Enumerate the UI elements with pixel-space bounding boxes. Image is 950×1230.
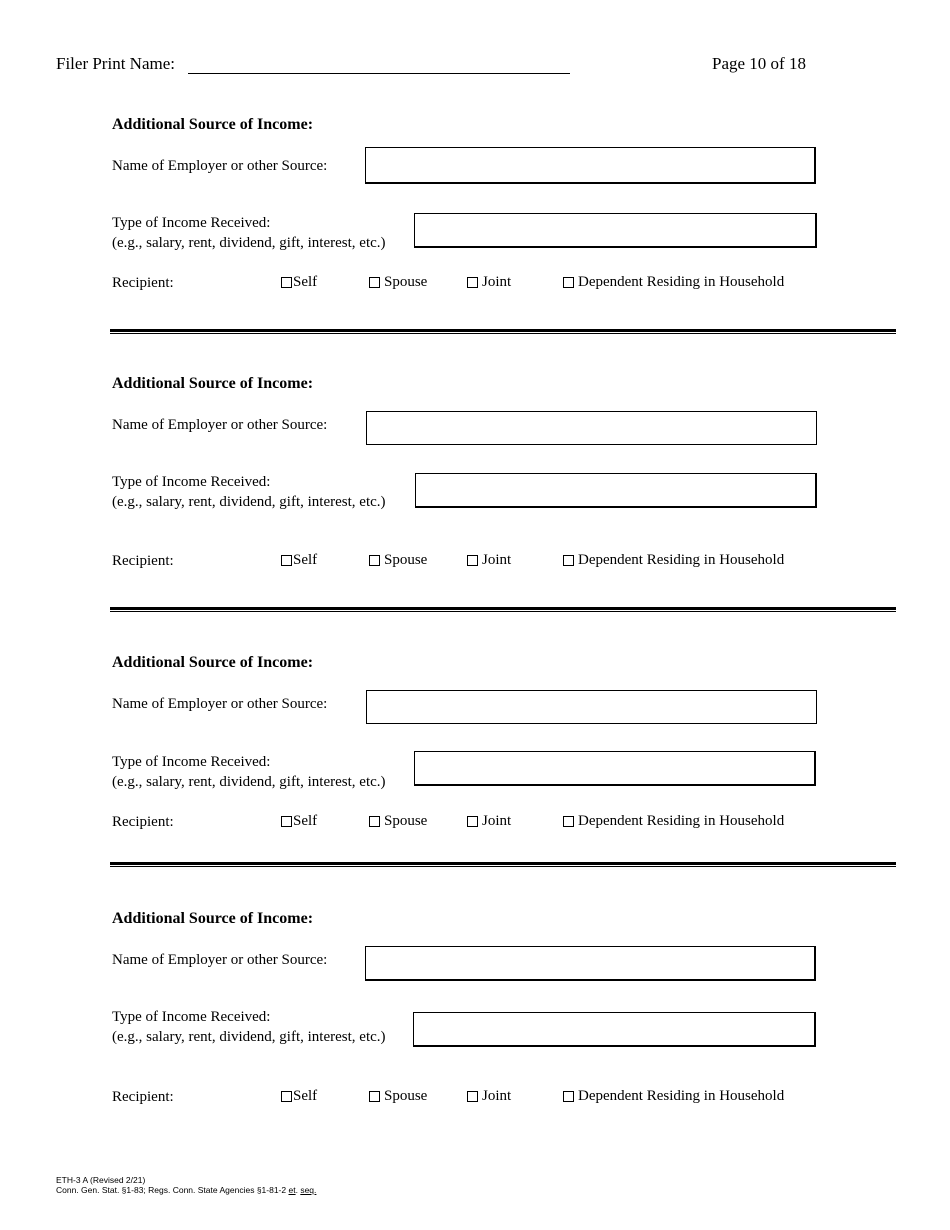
recipient-label: Recipient: bbox=[112, 553, 174, 569]
recipient-option-spouse[interactable] bbox=[369, 812, 427, 830]
filer-print-name-label: Filer Print Name: bbox=[56, 54, 175, 73]
recipient-option-dependent[interactable] bbox=[563, 1087, 784, 1105]
section-heading: Additional Source of Income: bbox=[112, 910, 314, 927]
employer-field[interactable] bbox=[365, 147, 816, 184]
checkbox-icon[interactable] bbox=[281, 277, 292, 288]
section-heading: Additional Source of Income: bbox=[112, 375, 314, 392]
statute-citation bbox=[56, 1185, 316, 1195]
section-divider bbox=[110, 862, 896, 867]
recipient-option-self[interactable] bbox=[281, 273, 317, 291]
form-identifier: ETH-3 A (Revised 2/21) bbox=[56, 1175, 146, 1185]
income-type-hint: (e.g., salary, rent, dividend, gift, interest, etc.) bbox=[112, 1029, 386, 1045]
recipient-option-joint[interactable] bbox=[467, 1087, 511, 1105]
option-label: Joint bbox=[482, 274, 512, 290]
checkbox-icon[interactable] bbox=[563, 277, 574, 288]
option-label: Self bbox=[293, 813, 318, 829]
income-type-field[interactable] bbox=[415, 473, 817, 508]
employer-field[interactable] bbox=[366, 411, 817, 445]
checkbox-icon[interactable] bbox=[563, 555, 574, 566]
option-label: Self bbox=[293, 1088, 318, 1104]
checkbox-icon[interactable] bbox=[281, 816, 292, 827]
recipient-option-joint[interactable] bbox=[467, 273, 511, 291]
income-type-hint: (e.g., salary, rent, dividend, gift, interest, etc.) bbox=[112, 235, 386, 251]
checkbox-icon[interactable] bbox=[369, 1091, 380, 1102]
recipient-label: Recipient: bbox=[112, 814, 174, 830]
employer-label: Name of Employer or other Source: bbox=[112, 417, 328, 433]
income-type-field[interactable] bbox=[414, 751, 816, 786]
option-label: Spouse bbox=[384, 274, 428, 290]
recipient-label: Recipient: bbox=[112, 275, 174, 291]
recipient-option-self[interactable] bbox=[281, 551, 317, 569]
recipient-option-dependent[interactable] bbox=[563, 812, 784, 830]
option-label: Self bbox=[293, 274, 318, 290]
recipient-option-dependent[interactable] bbox=[563, 551, 784, 569]
income-type-label: Type of Income Received: bbox=[112, 474, 271, 490]
recipient-option-spouse[interactable] bbox=[369, 551, 427, 569]
option-label: Joint bbox=[482, 552, 512, 568]
recipient-option-spouse[interactable] bbox=[369, 1087, 427, 1105]
recipient-label: Recipient: bbox=[112, 1089, 174, 1105]
option-label: Spouse bbox=[384, 1088, 428, 1104]
checkbox-icon[interactable] bbox=[467, 277, 478, 288]
option-label: Dependent Residing in Household bbox=[578, 813, 785, 829]
recipient-option-self[interactable] bbox=[281, 812, 317, 830]
recipient-option-joint[interactable] bbox=[467, 812, 511, 830]
checkbox-icon[interactable] bbox=[281, 555, 292, 566]
page-number: Page 10 of 18 bbox=[712, 54, 806, 73]
checkbox-icon[interactable] bbox=[369, 816, 380, 827]
citation-dot: . bbox=[295, 1185, 301, 1195]
income-type-field[interactable] bbox=[413, 1012, 816, 1047]
filer-print-name-line[interactable] bbox=[188, 73, 570, 74]
section-divider bbox=[110, 607, 896, 612]
checkbox-icon[interactable] bbox=[467, 816, 478, 827]
checkbox-icon[interactable] bbox=[563, 1091, 574, 1102]
checkbox-icon[interactable] bbox=[467, 1091, 478, 1102]
option-label: Spouse bbox=[384, 552, 428, 568]
income-type-field[interactable] bbox=[414, 213, 817, 248]
employer-label: Name of Employer or other Source: bbox=[112, 158, 328, 174]
recipient-option-spouse[interactable] bbox=[369, 273, 427, 291]
income-type-label: Type of Income Received: bbox=[112, 1009, 271, 1025]
option-label: Dependent Residing in Household bbox=[578, 274, 785, 290]
section-heading: Additional Source of Income: bbox=[112, 116, 314, 133]
recipient-option-joint[interactable] bbox=[467, 551, 511, 569]
section-divider bbox=[110, 329, 896, 334]
section-heading: Additional Source of Income: bbox=[112, 654, 314, 671]
employer-label: Name of Employer or other Source: bbox=[112, 696, 328, 712]
recipient-option-dependent[interactable] bbox=[563, 273, 784, 291]
checkbox-icon[interactable] bbox=[369, 277, 380, 288]
citation-et: et bbox=[288, 1185, 296, 1195]
option-label: Spouse bbox=[384, 813, 428, 829]
income-type-label: Type of Income Received: bbox=[112, 754, 271, 770]
option-label: Joint bbox=[482, 1088, 512, 1104]
income-type-hint: (e.g., salary, rent, dividend, gift, interest, etc.) bbox=[112, 494, 386, 510]
citation-text: Conn. Gen. Stat. §1-83; Regs. Conn. State Agencies §1-81-2 bbox=[56, 1185, 289, 1195]
citation-seq: seq. bbox=[300, 1185, 317, 1195]
income-type-hint: (e.g., salary, rent, dividend, gift, interest, etc.) bbox=[112, 774, 386, 790]
checkbox-icon[interactable] bbox=[369, 555, 380, 566]
checkbox-icon[interactable] bbox=[281, 1091, 292, 1102]
checkbox-icon[interactable] bbox=[467, 555, 478, 566]
option-label: Dependent Residing in Household bbox=[578, 552, 785, 568]
recipient-option-self[interactable] bbox=[281, 1087, 317, 1105]
income-type-label: Type of Income Received: bbox=[112, 215, 271, 231]
option-label: Joint bbox=[482, 813, 512, 829]
option-label: Dependent Residing in Household bbox=[578, 1088, 785, 1104]
option-label: Self bbox=[293, 552, 318, 568]
checkbox-icon[interactable] bbox=[563, 816, 574, 827]
employer-field[interactable] bbox=[366, 690, 817, 724]
employer-label: Name of Employer or other Source: bbox=[112, 952, 328, 968]
employer-field[interactable] bbox=[365, 946, 816, 981]
